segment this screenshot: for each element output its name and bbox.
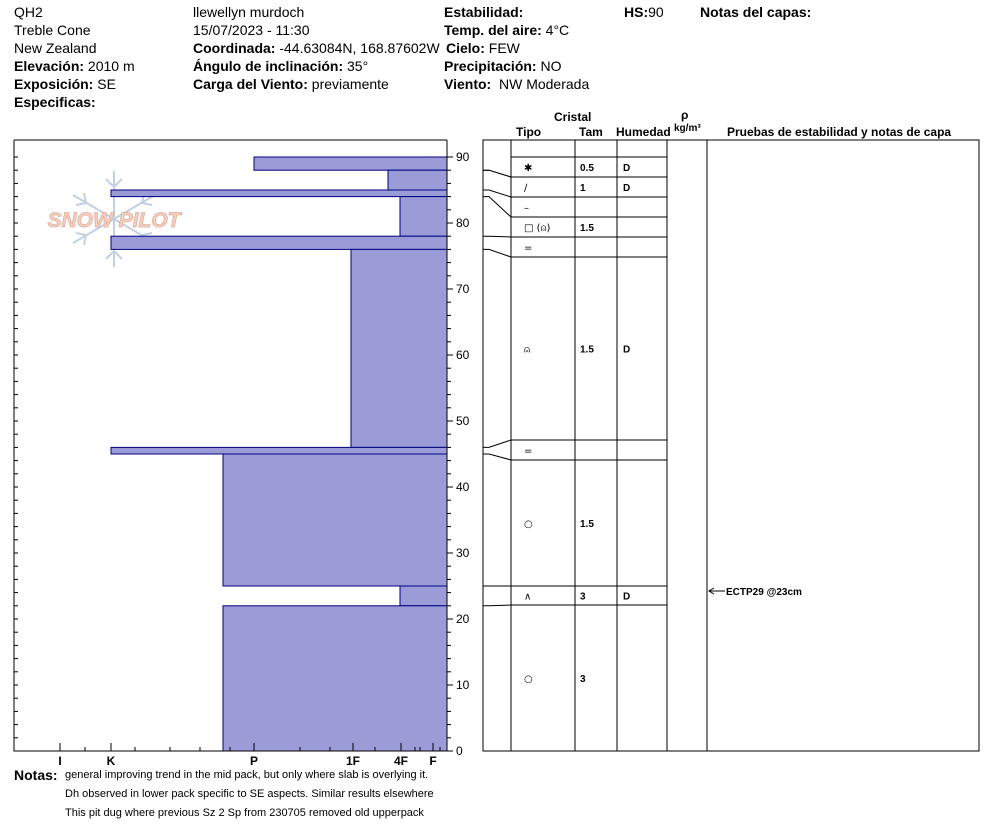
stability-tests bbox=[709, 587, 802, 598]
hardness-layer-bar bbox=[111, 447, 447, 454]
crystal-type-icon: ∧ bbox=[524, 591, 532, 603]
hardness-tick-label: K bbox=[106, 754, 116, 768]
air-temp-value: 4°C bbox=[545, 22, 570, 38]
crystal-type-icon: ∕ bbox=[524, 183, 528, 194]
tests-header: Pruebas de estabilidad y notas de capa bbox=[727, 125, 952, 139]
height-axis bbox=[447, 150, 470, 758]
layer-connector bbox=[483, 236, 511, 237]
notes-line: This pit dug where previous Sz 2 Sp from 230705 removed old upperpack bbox=[65, 807, 424, 819]
hardness-layer-bar bbox=[111, 190, 447, 197]
crystal-header: Cristal bbox=[554, 110, 592, 124]
hardness-layer-bar bbox=[223, 606, 447, 751]
crystal-type-icon: ⍝ bbox=[524, 344, 530, 356]
layer-connector bbox=[483, 197, 511, 217]
wind-value: NW Moderada bbox=[498, 76, 590, 92]
location: Treble Cone bbox=[14, 22, 91, 38]
hardness-layer-bar bbox=[388, 170, 447, 190]
wind-label: Viento: bbox=[444, 76, 492, 92]
aspect-label: Exposición: bbox=[14, 76, 94, 92]
observer: llewellyn murdoch bbox=[193, 4, 305, 20]
moisture-header: Humedad bbox=[616, 125, 671, 139]
moisture-value: D bbox=[623, 163, 631, 174]
crystal-size: 0.5 bbox=[580, 163, 594, 174]
hardness-tick-label: I bbox=[58, 754, 62, 768]
snowflake-logo-icon bbox=[48, 171, 183, 267]
hardness-layer-bar bbox=[254, 157, 447, 170]
air-temp-label: Temp. del aire: bbox=[444, 22, 542, 38]
hardness-tick-label: 4F bbox=[393, 754, 409, 768]
layer-connector bbox=[483, 440, 511, 447]
layer-connector bbox=[483, 170, 511, 177]
crystal-type-icon: ○ bbox=[524, 674, 533, 685]
crystal-table bbox=[483, 140, 979, 751]
height-tick-label: 20 bbox=[456, 612, 470, 626]
coordinate-label: Coordinada: bbox=[193, 40, 276, 56]
moisture-value: D bbox=[623, 344, 631, 356]
size-header: Tam bbox=[579, 125, 603, 139]
crystal-size: 1.5 bbox=[580, 344, 594, 356]
crystal-size: 3 bbox=[580, 591, 586, 603]
moisture-value: D bbox=[623, 183, 631, 194]
height-tick-label: 40 bbox=[456, 480, 470, 494]
crystal-size: 3 bbox=[580, 674, 586, 685]
notes-label: Notas: bbox=[14, 767, 58, 783]
height-tick-label: 30 bbox=[456, 546, 470, 560]
crystal-type-icon: ○ bbox=[524, 519, 533, 530]
hardness-tick-label: F bbox=[429, 754, 437, 768]
rho-header: ρ bbox=[681, 108, 689, 122]
sky-value: FEW bbox=[488, 40, 520, 56]
crystal-type-icon: = bbox=[524, 243, 533, 254]
height-tick-label: 10 bbox=[456, 678, 470, 692]
aspect-value: SE bbox=[97, 76, 116, 92]
hardness-layer-bar bbox=[111, 236, 447, 249]
height-tick-label: 80 bbox=[456, 216, 470, 230]
specifics-label: Especificas: bbox=[14, 94, 96, 110]
moisture-value: D bbox=[623, 591, 631, 603]
wind-load-value: previamente bbox=[311, 76, 389, 92]
table-border bbox=[483, 140, 979, 751]
crystal-size: 1 bbox=[580, 183, 586, 194]
hs-label: HS: bbox=[624, 4, 649, 20]
layer-notes-label: Notas del capas: bbox=[700, 4, 812, 20]
elevation-value: 2010 m bbox=[87, 58, 135, 74]
hardness-layers bbox=[111, 157, 447, 751]
type-header: Tipo bbox=[516, 125, 542, 139]
density-unit-header: kg/m³ bbox=[674, 123, 701, 134]
elevation-label: Elevación: bbox=[14, 58, 85, 74]
logo-text: SNOW PILOT bbox=[47, 209, 181, 232]
crystal-type-icon: □ (⍝) bbox=[524, 223, 551, 234]
layer-connector bbox=[483, 454, 511, 460]
hardness-layer-bar bbox=[400, 197, 447, 237]
height-tick-label: 0 bbox=[456, 744, 463, 758]
hs-value: 90 bbox=[648, 4, 664, 20]
layer-connector bbox=[483, 605, 511, 606]
height-tick-label: 70 bbox=[456, 282, 470, 296]
stability-label: Estabilidad: bbox=[444, 4, 524, 20]
height-tick-label: 50 bbox=[456, 414, 470, 428]
slope-label: Ángulo de inclinación: bbox=[193, 58, 344, 74]
slope-value: 35° bbox=[347, 58, 369, 74]
country: New Zealand bbox=[14, 40, 97, 56]
precip-label: Precipitación: bbox=[444, 58, 537, 74]
pit-name: QH2 bbox=[14, 4, 43, 20]
sky-label: Cielo: bbox=[446, 40, 485, 56]
crystal-type-icon: ✱ bbox=[524, 163, 533, 174]
datetime: 15/07/2023 - 11:30 bbox=[193, 22, 310, 38]
height-tick-label: 60 bbox=[456, 348, 470, 362]
hardness-layer-bar bbox=[351, 249, 447, 447]
layer-connector bbox=[483, 190, 511, 197]
hardness-layer-bar bbox=[223, 454, 447, 586]
hardness-tick-label: 1F bbox=[345, 754, 361, 768]
coordinate-value: -44.63084N, 168.87602W bbox=[279, 40, 440, 56]
height-tick-label: 90 bbox=[456, 150, 470, 164]
crystal-size: 1.5 bbox=[580, 519, 594, 530]
notes-line: general improving trend in the mid pack, but only where slab is overlying it. bbox=[65, 769, 429, 781]
hardness-layer-bar bbox=[400, 586, 447, 606]
notes-line: Dh observed in lower pack specific to SE aspects. Similar results elsewhere bbox=[65, 788, 434, 800]
crystal-size: 1.5 bbox=[580, 223, 594, 234]
layer-connector bbox=[483, 249, 511, 257]
wind-load-label: Carga del Viento: bbox=[193, 76, 308, 92]
hardness-tick-label: P bbox=[249, 754, 259, 768]
crystal-type-icon: – bbox=[524, 203, 529, 214]
crystal-type-icon: = bbox=[524, 446, 533, 457]
stability-test-label: ECTP29 @23cm bbox=[726, 587, 802, 598]
precip-value: NO bbox=[540, 58, 562, 74]
